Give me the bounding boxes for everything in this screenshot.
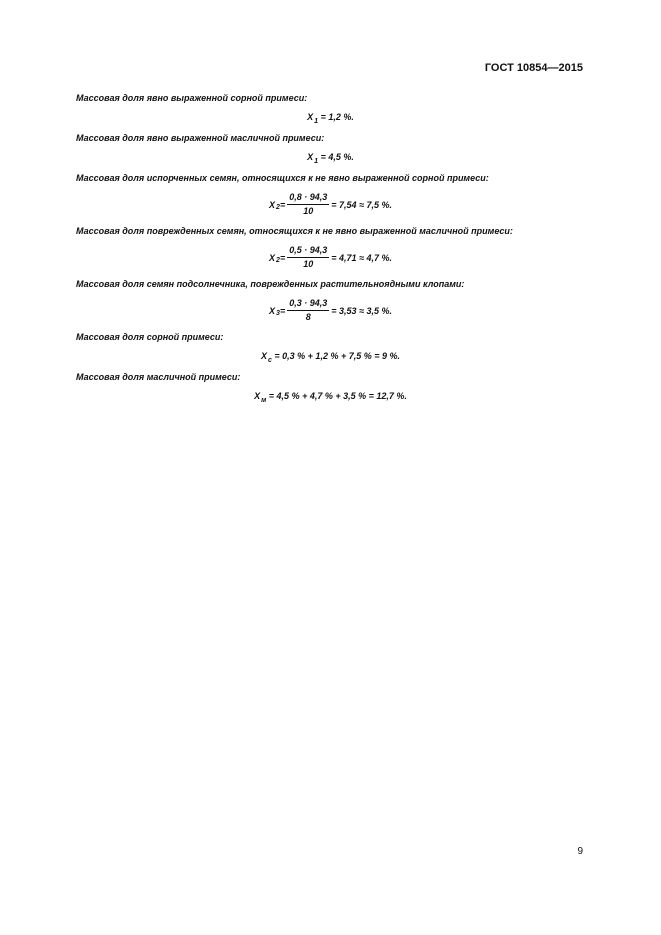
formula-line: $X_1 = 4,5$ %. (307, 152, 354, 165)
fraction (287, 192, 329, 217)
page-number: 9 (577, 846, 583, 857)
fraction (287, 298, 329, 323)
fraction-numerator: 0,5 · 94,3 (287, 245, 329, 258)
fraction-formula: X 2 = $\frac{0,5 \cdot 94,3}{10}$ = 4,71 ≈ 4,7 %. (269, 245, 392, 269)
fraction-formula: X 2 = $\frac{0,8 \cdot 94,3}{10}$ = 7,54 ≈ 7,5 %. (269, 192, 392, 216)
fraction-denominator: 10 (303, 206, 314, 216)
formula-line: $X_м = 4,5$ % + 4,7 % + 3,5 % = 12,7 %. (254, 391, 407, 404)
document-body (76, 92, 585, 405)
fraction-denominator: 8 (305, 312, 311, 322)
fraction (287, 245, 329, 270)
text-line: Массовая доля семян подсолнечника, поврежденных растительноядными клопами: (76, 279, 465, 289)
text-line: Массовая доля поврежденных семян, относящихся к не явно выраженной масличной примеси: (76, 226, 513, 236)
text-line: Массовая доля сорной примеси: (76, 332, 224, 342)
fraction-formula: X 3 = $\frac{0,3 \cdot 94,3}{8}$ = 3,53 ≈ 3,5 %. (269, 298, 392, 322)
formula-line: $X_1 = 1,2$ %. (307, 112, 354, 125)
fraction-denominator: 10 (303, 259, 314, 269)
text-line: Массовая доля явно выраженной сорной примеси: (76, 93, 308, 103)
fraction-numerator: 0,3 · 94,3 (287, 298, 329, 311)
text-line: Массовая доля явно выраженной масличной примеси: (76, 133, 325, 143)
fraction-numerator: 0,8 · 94,3 (287, 192, 329, 205)
document-header: ГОСТ 10854—2015 (484, 62, 583, 74)
text-line: Массовая доля испорченных семян, относящихся к не явно выраженной сорной примеси: (76, 173, 489, 183)
formula-line: $X_с = 0,3$ % + 1,2 % + 7,5 % = 9 %. (260, 351, 400, 364)
text-line: Массовая доля масличной примеси: (76, 372, 241, 382)
